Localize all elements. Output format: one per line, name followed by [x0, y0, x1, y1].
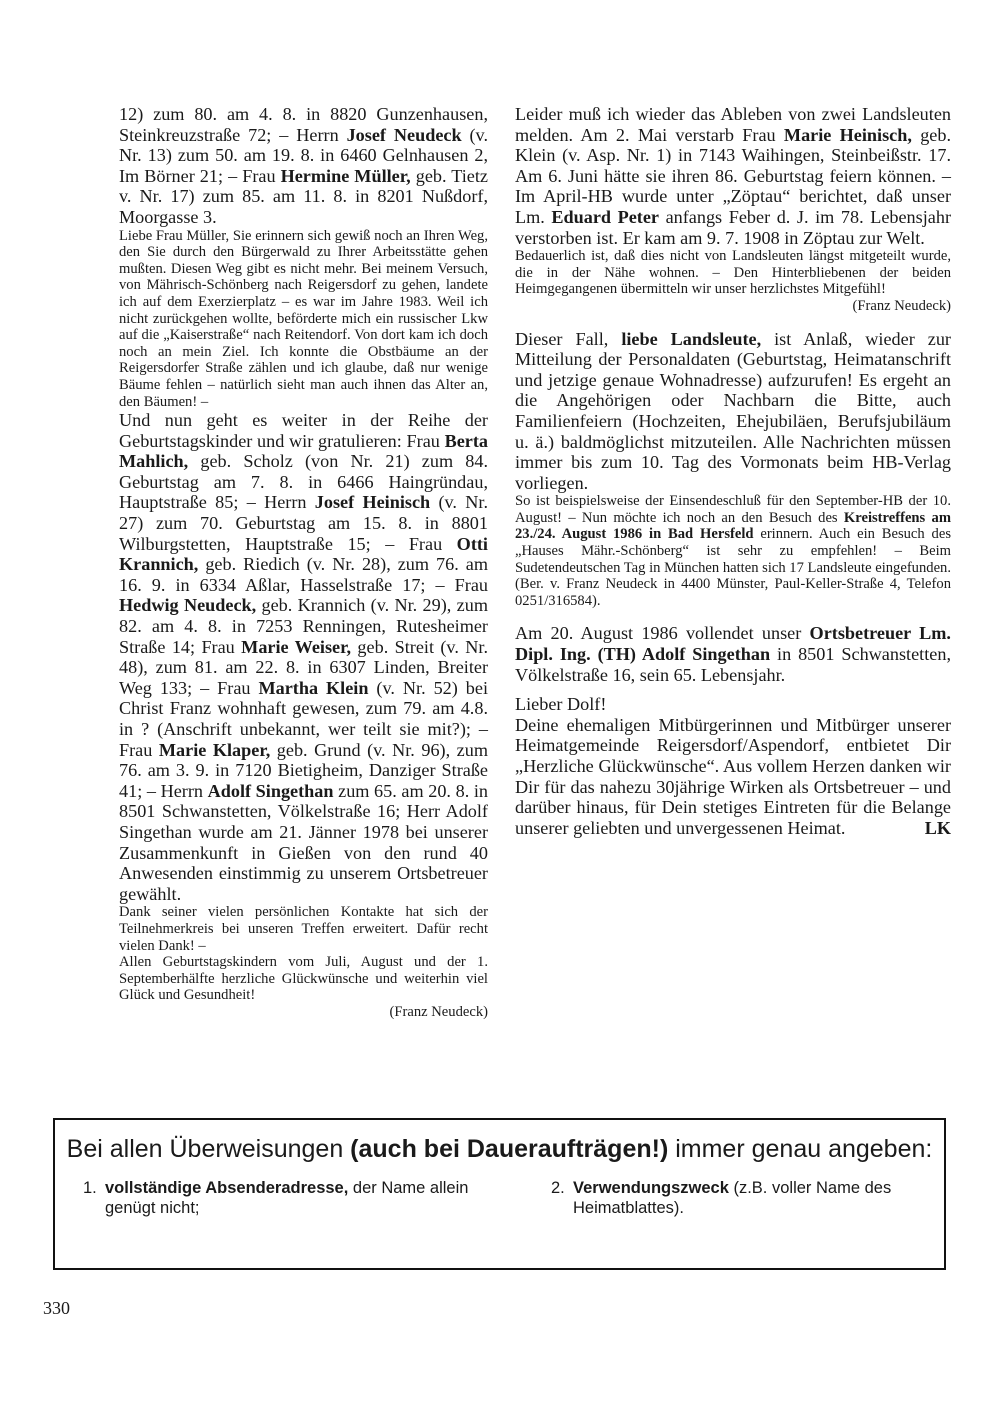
- right-column: [515, 104, 951, 838]
- text-run: erinnern. Auch ein Besuch des „Hauses Mähr.-Schönberg“ ist sehr zu empfehlen! – Beim Sudetendeutschen Tag in München hatten sich 17 Landsleute eingefunden. (Ber. v. Franz Neudeck in 4400 Münster, Paul-Keller-Straße 4, Telefon 0251/316584).: [515, 526, 951, 609]
- notice-heading: [55, 1134, 944, 1164]
- bold-text: Kreistreffens am 23./24. August 1986 in Bad Hersfeld: [515, 509, 951, 543]
- heading-text: Bei allen Überweisungen: [66, 1135, 351, 1163]
- notice-item-1: [83, 1178, 493, 1218]
- text-run: Und nun geht es weiter in der Reihe der Geburtstagskinder und wir gratulieren: Frau: [119, 410, 488, 451]
- bold-text: Hedwig Neudeck,: [119, 595, 257, 616]
- text-run: (Franz Neudeck): [852, 297, 951, 314]
- paragraph: [515, 694, 951, 715]
- text-run: Bedauerlich ist, daß dies nicht von Landsleuten längst mitgeteilt wurde, die in der Nähe wohnen. – Den Hinterbliebenen der beiden Heimgegangenen übermitteln wir unser herzlichstes Mitgefühl!: [515, 248, 951, 298]
- bold-text: Otti Krannich,: [119, 533, 488, 575]
- bold-text: Adolf Singethan: [207, 780, 334, 801]
- text-run: Lieber Dolf!: [515, 694, 607, 715]
- text-run: geb. Riedich (v. Nr. 28), zum 76. am 16. 9. in 6334 Aßlar, Hasselstraße 17; – Frau: [119, 554, 488, 595]
- text-run: (v. Nr. 13) zum 50. am 19. 8. in 6460 Gelnhausen 2, Im Börner 21; – Frau: [119, 124, 488, 186]
- text-run: in 8501 Schwanstetten, Völkelstraße 16, sein 65. Lebensjahr.: [515, 644, 951, 685]
- text-run: 12) zum 80. am 4. 8. in 8820 Gunzenhausen, Steinkreuzstraße 72; – Herrn: [119, 104, 488, 145]
- text-run: anfangs Feber d. J. im 78. Lebensjahr verstorben ist. Er kam am 9. 7. 1908 in Zöptau zur Welt.: [515, 206, 952, 248]
- bold-text: Hermine Müller,: [280, 165, 411, 186]
- author-initials: LK: [924, 817, 951, 838]
- text-run: (v. Nr. 27) zum 70. Geburtstag am 15. 8. in 8801 Wilburgstetten, Hauptstraße 15; – Frau: [119, 492, 488, 554]
- paragraph: [515, 623, 951, 685]
- bold-text: Marie Klaper,: [158, 739, 271, 760]
- paragraph: [515, 329, 951, 494]
- text-run: So ist beispielsweise der Einsendeschluß für den September-HB der 10. August! – Nun möchte ich noch an den Besuch des: [515, 493, 951, 526]
- text-run: Am 20. August 1986 vollendet unser: [515, 623, 810, 644]
- bold-text: Marie Weiser,: [241, 636, 352, 657]
- bold-text: Josef Neudeck: [346, 124, 462, 145]
- bold-text: Berta Mahlich,: [119, 430, 488, 472]
- heading-text-rest: immer genau angeben:: [668, 1135, 933, 1163]
- bold-text: Martha Klein: [258, 677, 369, 698]
- paragraph: [119, 954, 488, 1004]
- paragraph: [515, 248, 951, 298]
- text-run: ist Anlaß, wieder zur Mitteilung der Personaldaten (Geburtstag, Heimatanschrift und jetzige genaue Wohnadresse) aufzurufen! Es ergeht an die Angehörigen oder Nachbarn die Bitte, auch Familienfeiern (Hochzeiten, Ehejubiläen, Berufsjubiläum u. ä.) baldmöglichst mitzuteilen. Alle Nachrichten müssen immer bis zum 10. Tag des Vormonats beim HB-Verlag vorliegen.: [515, 328, 951, 493]
- item-bold: Verwendungszweck: [573, 1179, 729, 1197]
- signature: [515, 298, 951, 315]
- text-run: geb. Krannich (v. Nr. 29), zum 82. am 4. 8. in 7253 Renningen, Rutesheimer Straße 14; Frau: [119, 595, 488, 657]
- item-number: 1.: [83, 1179, 97, 1197]
- bold-text: Eduard Peter: [551, 206, 659, 227]
- bold-text: Marie Heinisch,: [783, 124, 912, 145]
- text-run: Leider muß ich wieder das Ableben von zwei Landsleuten melden. Am 2. Mai verstarb Frau: [515, 104, 951, 145]
- text-run: geb. Tietz v. Nr. 17) zum 85. am 11. 8. in 8201 Nußdorf, Moorgasse 3.: [119, 165, 488, 227]
- notice-box: [53, 1118, 946, 1270]
- left-column: [119, 104, 488, 1021]
- text-run: Liebe Frau Müller, Sie erinnern sich gewiß noch an Ihren Weg, den Sie durch den Bürgerwald zu Ihrer Arbeitsstätte gehen mußten. Diesen Weg gibt es nicht mehr. Bei meinem Versuch, von Mährisch-Schönberg nach Reigersdorf zu gehen, landete ich auf dem Exerzierplatz – es war im Jahre 1983. Weil ich nicht zurückgehen wollte, beförderte mich ein russischer Lkw auf die „Kaiserstraße“ nach Reitendorf. Von dort kam ich doch noch an mein Ziel. Ich konnte die Obstbäume an der Reigersdorfer Straße zählen und ich glaube, daß nur wenige Bäume fehlen – natürlich sieht man auch ihnen das Alter an, den Bäumen! –: [119, 227, 488, 410]
- heading-bold-text: (auch bei Daueraufträgen!): [350, 1135, 669, 1163]
- paragraph: [119, 904, 488, 954]
- text-run: (v. Nr. 52) bei Christ Franz wohnhaft gewesen, zum 79. am 4.8. in ? (Anschrift unbekannt, wer teilt sie mit?); – Frau: [119, 677, 488, 760]
- text-run: geb. Grund (v. Nr. 96), zum 76. am 3. 9. in 7120 Bietigheim, Danziger Straße 41; – Herrn: [119, 739, 488, 801]
- text-run: (Franz Neudeck): [389, 1003, 488, 1020]
- item-text: der Name allein genügt nicht;: [105, 1179, 469, 1217]
- text-run: Dieser Fall,: [515, 328, 622, 349]
- notice-item-2: [551, 1178, 931, 1218]
- paragraph: [119, 410, 488, 904]
- text-run: geb. Klein (v. Asp. Nr. 1) in 7143 Waihingen, Steinbeißstr. 17. Am 6. Juni hätte sie ihren 86. Geburtstag feiern können. – Im April-HB wurde unter „Zöptau“ berichtet, daß unser Lm.: [515, 124, 951, 227]
- bold-text: liebe Landsleute,: [621, 328, 762, 349]
- bold-text: Josef Heinisch: [314, 492, 431, 513]
- text-run: Deine ehemaligen Mitbürgerinnen und Mitbürger unserer Heimatgemeinde Reigersdorf/Aspendorf, entbietet Dir „Herzliche Glückwünsche“. Aus vollem Herzen danken wir Dir für das nahezu 30jährige Wirken als Ortsbetreuer – und darüber hinaus, für Dein stetiges Eintreten für die Belange unserer geliebten und unvergessenen Heimat.: [515, 714, 951, 838]
- text-run: zum 65. am 20. 8. in 8501 Schwanstetten, Völkelstraße 16; Herr Adolf Singethan wurde am 21. Jänner 1978 bei unserer Zusammenkunft in Gießen von den rund 40 Anwesenden einstimmig zu unserem Ortsbetreuer gewählt.: [119, 780, 488, 904]
- text-run: geb. Scholz (von Nr. 21) zum 84. Geburtstag am 7. 8. in 6466 Haingründau, Hauptstraße 85; – Herrn: [119, 451, 488, 513]
- paragraph: [515, 493, 951, 609]
- text-run: geb. Streit (v. Nr. 48), zum 81. am 22. 8. in 6307 Linden, Breiter Weg 133; – Frau: [119, 636, 488, 698]
- paragraph: [515, 104, 951, 248]
- item-text: (z.B. voller Name des Heimatblattes).: [573, 1179, 892, 1217]
- page-number: 330: [43, 1298, 70, 1318]
- paragraph: [119, 228, 488, 411]
- text-run: Dank seiner vielen persönlichen Kontakte hat sich der Teilnehmerkreis bei unseren Treffen erweitert. Dafür recht vielen Dank! –: [119, 904, 488, 954]
- item-number: 2.: [551, 1179, 565, 1197]
- text-run: Allen Geburtstagskindern vom Juli, August und der 1. Septemberhälfte herzliche Glückwünsche und weiterhin viel Glück und Gesundheit!: [119, 954, 488, 1004]
- signature: [119, 1004, 488, 1021]
- paragraph: [119, 104, 488, 228]
- item-bold: vollständige Absenderadresse,: [105, 1179, 349, 1197]
- paragraph: [515, 715, 951, 839]
- bold-text: Ortsbetreuer Lm. Dipl. Ing. (TH) Adolf Singethan: [515, 623, 951, 665]
